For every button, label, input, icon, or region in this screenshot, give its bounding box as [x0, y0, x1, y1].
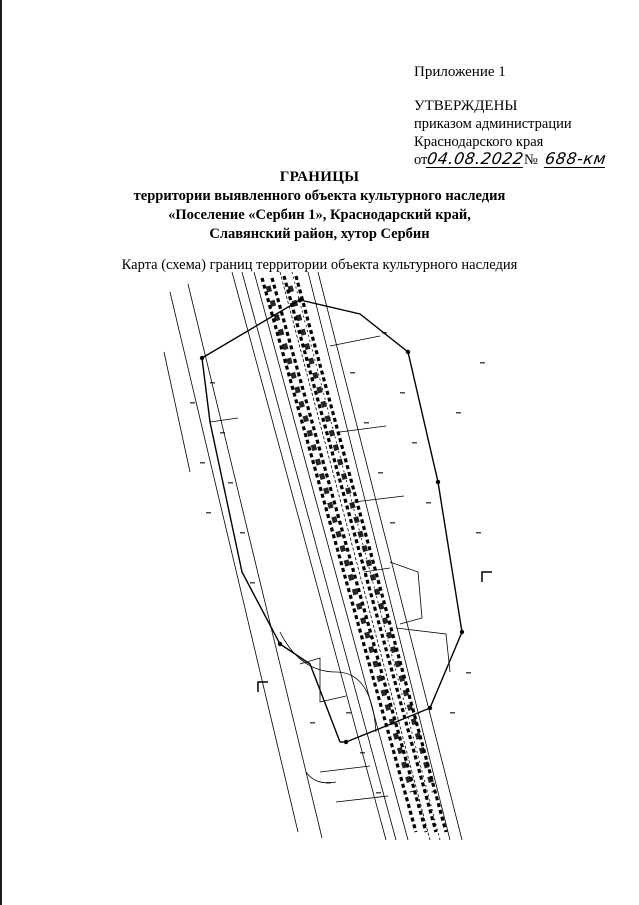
appendix-label: Приложение 1 — [414, 64, 506, 80]
order-number: 688-км — [543, 149, 608, 168]
heading-line2: «Поселение «Сербин 1», Краснодарский край, — [168, 207, 471, 223]
approved-title: УТВЕРЖДЕНЫ — [414, 98, 518, 114]
order-number-label: № — [524, 152, 538, 168]
map-caption: Карта (схема) границ территории объекта культурного наследия — [121, 257, 518, 273]
heading-line3: Славянский район, хутор Сербин — [209, 226, 430, 242]
heading-title: ГРАНИЦЫ — [279, 169, 360, 185]
survey-lines — [164, 272, 462, 840]
order-date: 04.08.2022 — [426, 149, 526, 168]
territory-boundary — [202, 300, 462, 742]
order-from-label: от — [414, 152, 428, 168]
page-left-edge — [0, 0, 2, 905]
approved-by-line1: приказом администрации — [414, 116, 572, 132]
survey-points — [200, 298, 464, 744]
approval-block — [414, 97, 606, 171]
heading-line1: территории выявленного объекта культурного наследия — [133, 188, 506, 204]
document-heading — [0, 168, 639, 244]
approved-by-line2: Краснодарского края — [414, 134, 544, 150]
territory-boundary-map — [150, 272, 530, 840]
